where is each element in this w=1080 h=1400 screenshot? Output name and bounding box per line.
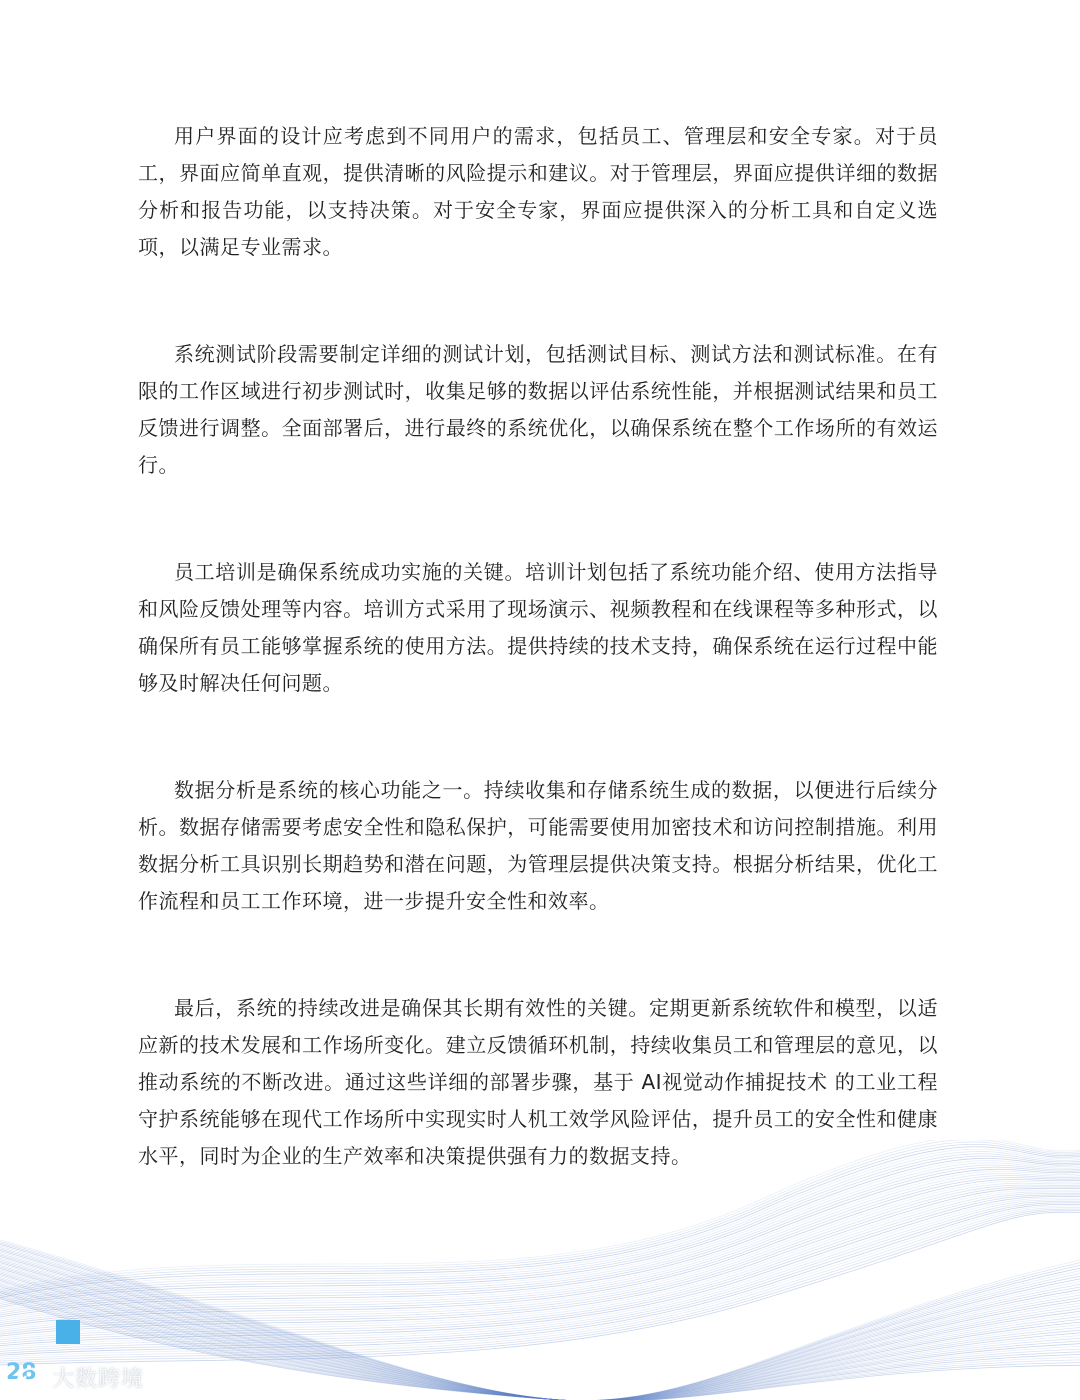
body-text [138,118,938,1175]
watermark-text: 大数跨境 [52,1367,145,1392]
page-number: 28 [6,1360,37,1385]
page-marker-square [56,1320,80,1344]
paragraph-2: 系统测试阶段需要制定详细的测试计划，包括测试目标、测试方法和测试标准。在有限的工作区域进行初步测试时，收集足够的数据以评估系统性能，并根据测试结果和员工反馈进行调整。全面部署后，进行最终的系统优化，以确保系统在整个工作场所的有效运行。 [138,342,938,477]
paragraph-4: 数据分析是系统的核心功能之一。持续收集和存储系统生成的数据，以便进行后续分析。数据存储需要考虑安全性和隐私保护，可能需要使用加密技术和访问控制措施。利用数据分析工具识别长期趋势和潜在问题，为管理层提供决策支持。根据分析结果，优化工作流程和员工工作环境，进一步提升安全性和效率。 [138,778,938,913]
paragraph-1: 用户界面的设计应考虑到不同用户的需求，包括员工、管理层和安全专家。对于员工，界面应简单直观，提供清晰的风险提示和建议。对于管理层，界面应提供详细的数据分析和报告功能，以支持决策。对于安全专家，界面应提供深入的分析工具和自定义选项，以满足专业需求。 [138,124,938,259]
wave-line [0,1196,1080,1345]
paragraph-3: 员工培训是确保系统成功实施的关键。培训计划包括了系统功能介绍、使用方法指导和风险反馈处理等内容。培训方式采用了现场演示、视频教程和在线课程等多种形式，以确保所有员工能够掌握系统的使用方法。提供持续的技术支持，确保系统在运行过程中能够及时解决任何问题。 [138,560,938,695]
wave-line [0,1163,1080,1311]
decorative-wave-lines [0,1140,1080,1400]
watermark-logo-icon [14,1364,44,1388]
wave-line [0,1177,1080,1324]
paragraph-5: 最后，系统的持续改进是确保其长期有效性的关键。定期更新系统软件和模型，以适应新的技术发展和工作场所变化。建立反馈循环机制，持续收集员工和管理层的意见，以推动系统的不断改进。通过这些详细的部署步骤，基于 AI视觉动作捕捉技术 的工业工程守护系统能够在现代工作场所中实现实时人机工效学风险评估，提升员工的安全性和健康水平，同时为企业的生产效率和决策提供强有力的数据支持。 [138,996,938,1168]
wave-line [0,1278,1080,1400]
